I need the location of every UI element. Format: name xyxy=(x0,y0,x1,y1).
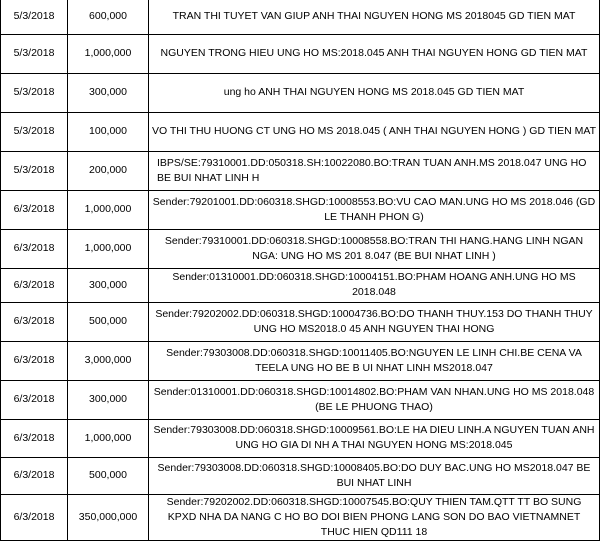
amount-cell: 600,000 xyxy=(68,0,149,34)
table-row xyxy=(1,151,600,190)
table-row xyxy=(1,73,600,112)
description-cell: TRAN THI TUYET VAN GIUP ANH THAI NGUYEN HONG MS 2018045 GD TIEN MAT xyxy=(149,0,600,34)
table-row xyxy=(1,268,600,302)
description-cell: Sender:79202002.DD:060318.SHGD:10004736.BO:DO THANH THUY.153 DO THANH THUY UNG HO MS2018.0 45 ANH NGUYEN THAI HONG xyxy=(149,302,600,341)
description-cell: Sender:79303008.DD:060318.SHGD:10008405.BO:DO DUY BAC.UNG HO MS2018.047 BE BUI NHAT LINH xyxy=(149,457,600,494)
date-cell: 6/3/2018 xyxy=(1,380,68,419)
date-cell: 6/3/2018 xyxy=(1,302,68,341)
description-cell: Sender:79303008.DD:060318.SHGD:10009561.BO:LE HA DIEU LINH.A NGUYEN TUAN ANH UNG HO GIA DI NH A THAI NGUYEN HONG MS:2018.045 xyxy=(149,419,600,457)
table-row xyxy=(1,34,600,73)
amount-cell: 500,000 xyxy=(68,302,149,341)
description-cell: Sender:79201001.DD:060318.SHGD:10008553.BO:VU CAO MAN.UNG HO MS 2018.046 (GD LE THANH PHON G) xyxy=(149,190,600,229)
table-row xyxy=(1,419,600,457)
amount-cell: 100,000 xyxy=(68,112,149,151)
table-row xyxy=(1,0,600,34)
ledger-body xyxy=(1,0,600,540)
date-cell: 6/3/2018 xyxy=(1,268,68,302)
date-cell: 5/3/2018 xyxy=(1,112,68,151)
amount-cell: 3,000,000 xyxy=(68,341,149,380)
table-row xyxy=(1,380,600,419)
date-cell: 6/3/2018 xyxy=(1,190,68,229)
amount-cell: 1,000,000 xyxy=(68,34,149,73)
date-cell: 5/3/2018 xyxy=(1,73,68,112)
amount-cell: 300,000 xyxy=(68,380,149,419)
date-cell: 5/3/2018 xyxy=(1,151,68,190)
description-cell: Sender:01310001.DD:060318.SHGD:10014802.BO:PHAM VAN NHAN.UNG HO MS 2018.048 (BE LE PHUONG THAO) xyxy=(149,380,600,419)
date-cell: 6/3/2018 xyxy=(1,341,68,380)
date-cell: 6/3/2018 xyxy=(1,419,68,457)
date-cell: 5/3/2018 xyxy=(1,0,68,34)
amount-cell: 500,000 xyxy=(68,457,149,494)
amount-cell: 300,000 xyxy=(68,268,149,302)
table-row xyxy=(1,494,600,540)
description-cell: NGUYEN TRONG HIEU UNG HO MS:2018.045 ANH THAI NGUYEN HONG GD TIEN MAT xyxy=(149,34,600,73)
date-cell: 6/3/2018 xyxy=(1,457,68,494)
amount-cell: 1,000,000 xyxy=(68,419,149,457)
amount-cell: 200,000 xyxy=(68,151,149,190)
description-cell: IBPS/SE:79310001.DD:050318.SH:10022080.BO:TRAN TUAN ANH.MS 2018.047 UNG HO BE BUI NHAT LINH H xyxy=(149,151,600,190)
table-row xyxy=(1,341,600,380)
table-row xyxy=(1,457,600,494)
table-row xyxy=(1,112,600,151)
amount-cell: 300,000 xyxy=(68,73,149,112)
description-cell: Sender:79310001.DD:060318.SHGD:10008558.BO:TRAN THI HANG.HANG LINH NGAN NGA: UNG HO MS 201 8.047 (BE BUI NHAT LINH ) xyxy=(149,229,600,268)
description-cell: Sender:79202002.DD:060318.SHGD:10007545.BO:QUY THIEN TAM.QTT TT BO SUNG KPXD NHA DA NANG C HO BO DOI BIEN PHONG LANG SON DO BAO VIETNAMNET THUC HIEN QD111 18 xyxy=(149,494,600,540)
amount-cell: 1,000,000 xyxy=(68,229,149,268)
description-cell: ung ho ANH THAI NGUYEN HONG MS 2018.045 GD TIEN MAT xyxy=(149,73,600,112)
date-cell: 6/3/2018 xyxy=(1,229,68,268)
description-cell: Sender:01310001.DD:060318.SHGD:10004151.BO:PHAM HOANG ANH.UNG HO MS 2018.048 xyxy=(149,268,600,302)
description-cell: VO THI THU HUONG CT UNG HO MS 2018.045 ( ANH THAI NGUYEN HONG ) GD TIEN MAT xyxy=(149,112,600,151)
date-cell: 5/3/2018 xyxy=(1,34,68,73)
amount-cell: 350,000,000 xyxy=(68,494,149,540)
table-row xyxy=(1,302,600,341)
date-cell: 6/3/2018 xyxy=(1,494,68,540)
description-cell: Sender:79303008.DD:060318.SHGD:10011405.BO:NGUYEN LE LINH CHI.BE CENA VA TEELA UNG HO BE B UI NHAT LINH MS2018.047 xyxy=(149,341,600,380)
table-row xyxy=(1,229,600,268)
amount-cell: 1,000,000 xyxy=(68,190,149,229)
table-row xyxy=(1,190,600,229)
